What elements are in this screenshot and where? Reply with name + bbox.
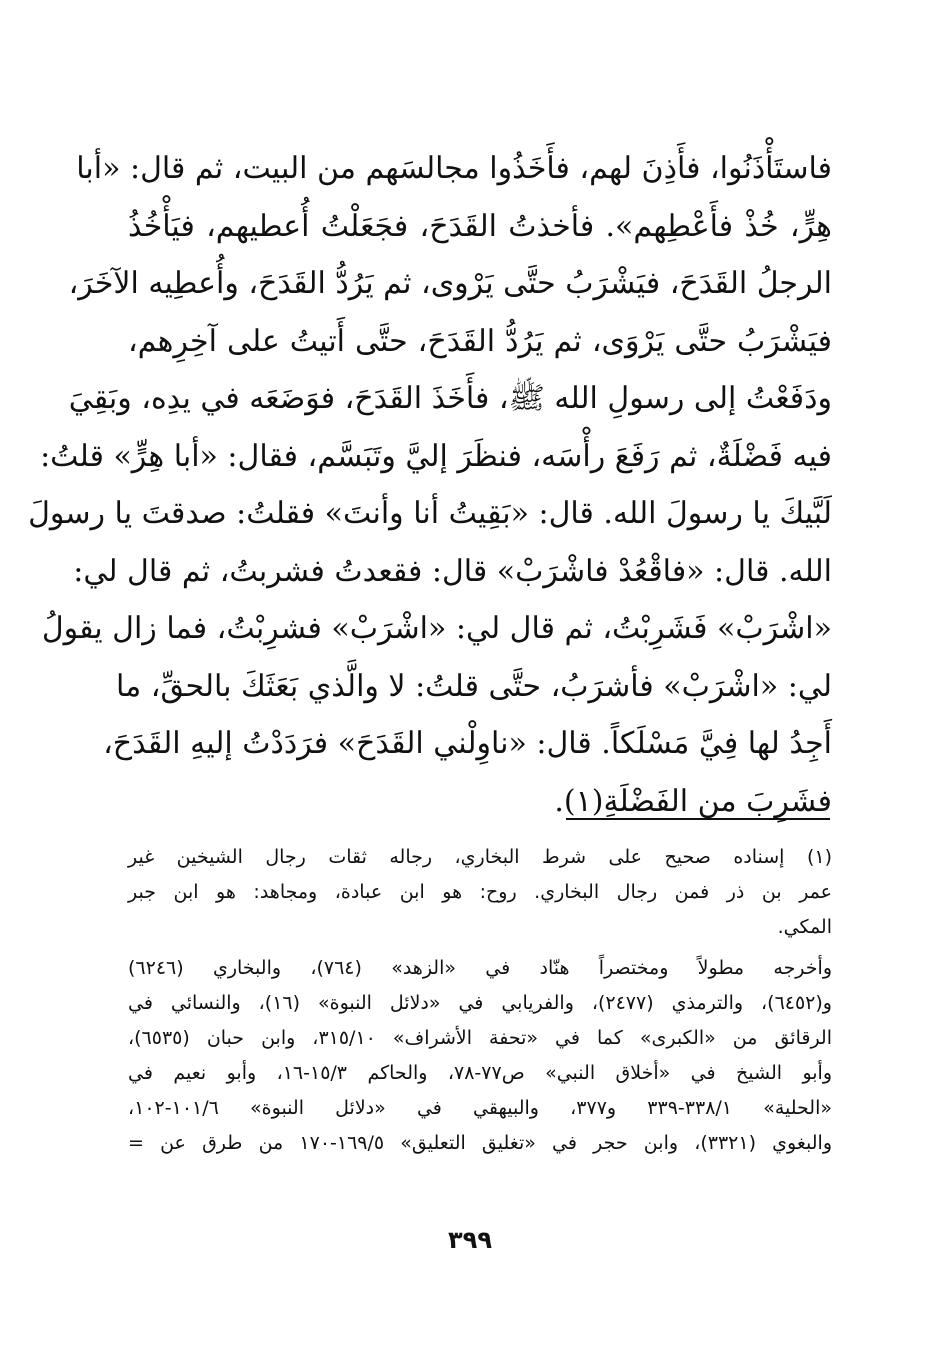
footnote-line: عمر بن ذر فمن رجال البخاري. روح: هو ابن عبادة، ومجاهد: هو ابن جبر [128,881,832,903]
footnote-line: وأخرجه مطولاً ومختصراً هنّاد في «الزهد» (٧٦٤)، والبخاري (٦٢٤٦) [128,957,832,979]
main-text-line: «اشْرَبْ» فَشَرِبْتُ، ثم قال لي: «اشْرَبْ» فشرِبْتُ، فما زال يقولُ [41,611,832,646]
main-text-line: الله. قال: «فاقْعُدْ فاشْرَبْ» قال: فقعدتُ فشربتُ، ثم قال لي: [73,553,832,589]
main-text-line: فشَرِبَ من الفَضْلَةِ(١). [554,783,832,819]
footnote-1 [128,840,832,945]
main-text-line: فيَشْرَبُ حتَّى يَرْوَى، ثم يَرُدُّ القَدَحَ، حتَّى أَتيتُ على آخِرِهم، [128,323,832,359]
footnote-2 [128,951,832,1161]
footnote-line: الرقائق من «الكبرى» كما في «تحفة الأشراف» ٣١٥/١٠، وابن حبان (٦٥٣٥)، [128,1027,833,1049]
main-text-line: ودَفَعْتُ إلى رسولِ الله ﷺ، فأَخَذَ القَدَحَ، فوَضَعَه في يدِه، وبَقِيَ [68,381,832,416]
main-text-line: فيه فَضْلَةٌ، ثم رَفَعَ رأْسَه، فنظَرَ إليَّ وتَبَسَّم، فقال: «أبا هِرٍّ» قلتُ: [40,438,832,474]
footnote-separator [566,818,830,820]
footnote-line: و(٦٤٥٢)، والترمذي (٢٤٧٧)، والفريابي في «دلائل النبوة» (١٦)، والنسائي في [128,992,832,1014]
main-text-line: لَبَّيكَ يا رسولَ الله. قال: «بَقِيتُ أنا وأنتَ» فقلتُ: صدقتَ يا رسولَ [28,496,832,531]
footnote-line: «الحلية» ٣٣٨/١-٣٣٩ و٣٧٧، والبيهقي في «دلائل النبوة» ١٠١/٦-١٠٢، [128,1097,832,1119]
footnote-line: والبغوي (٣٣٢١)، وابن حجر في «تغليق التعليق» ١٦٩/٥-١٧٠ من طرق عن = [128,1132,832,1154]
footnote-line: وأبو الشيخ في «أخلاق النبي» ص٧٧-٧٨، والحاكم ١٥/٣-١٦، وأبو نعيم في [128,1062,833,1084]
main-text-block [28,140,832,830]
footnote-line: (١) إسناده صحيح على شرط البخاري، رجاله ثقات رجال الشيخين غير [128,846,832,868]
main-text-line: أَجِدُ لها فِيَّ مَسْلَكاً. قال: «ناوِلْني القَدَحَ» فرَدَدْتُ إليهِ القَدَحَ، [103,726,832,761]
page-number: ٣٩٩ [448,1226,492,1254]
main-text-line: هِرٍّ، خُذْ فأَعْطِهم». فأخذتُ القَدَحَ، فجَعَلْتُ أُعطيهم، فيَأْخُذُ [128,208,832,244]
main-text-line: الرجلُ القَدَحَ، فيَشْرَبُ حتَّى يَرْوى، ثم يَرُدُّ القَدَحَ، وأُعطِيه الآخَرَ، [68,266,832,301]
main-text-line: لي: «اشْرَبْ» فأشرَبُ، حتَّى قلتُ: لا والَّذي بَعَثَكَ بالحقِّ، ما [116,668,832,704]
footnote-line: المكي. [777,916,832,938]
footnotes-block [128,840,832,1161]
main-text-line: فاستَأْذَنُوا، فأَذِنَ لهم، فأَخَذُوا مجالسَهم من البيت، ثم قال: «أبا [76,151,832,186]
